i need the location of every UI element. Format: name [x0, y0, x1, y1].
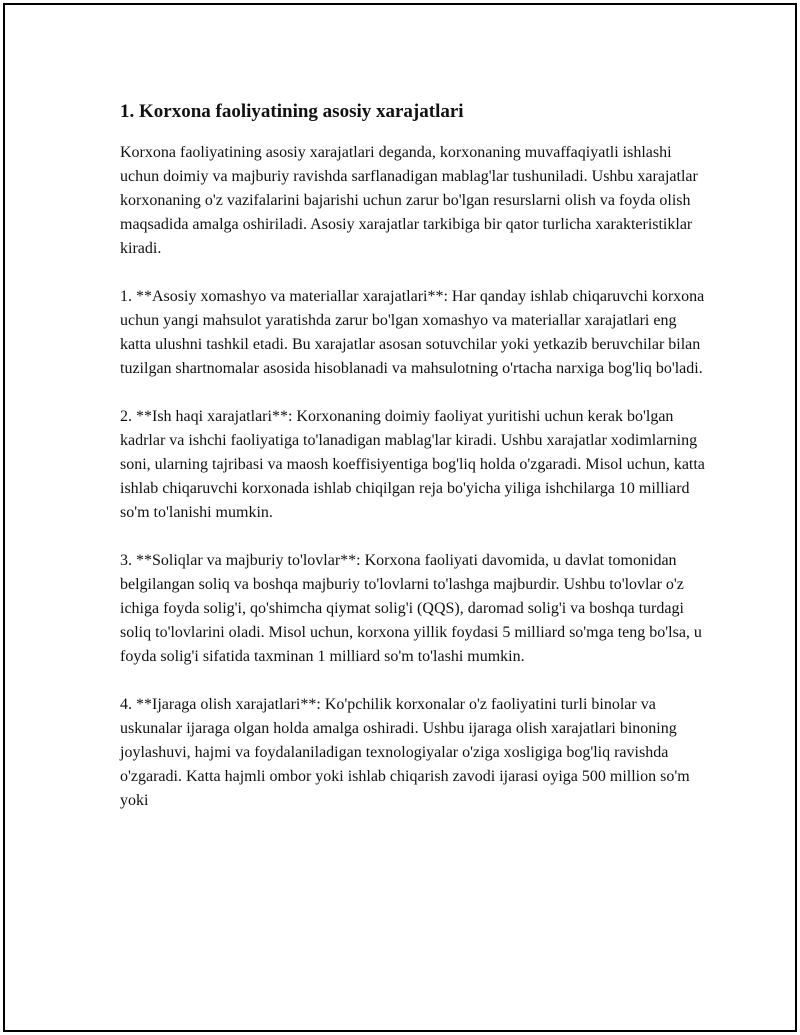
document-body: [120, 93, 705, 837]
paragraph-wages: 2. **Ish haqi xarajatlari**: Korxonaning doimiy faoliyat yuritishi uchun kerak bo'lgan kadrlar va ishchi faoliyatiga to'lanadigan mablag'lar kiradi. Ushbu xarajatlar xodimlarning soni, ularning tajribasi va maosh koeffisiyentiga bog'liq holda o'zgaradi. Misol uchun, katta ishlab chiqaruvchi korxonada ishlab chiqilgan reja bo'yicha yiliga ishchilarga 10 milliard so'm to'lanishi mumkin.: [120, 408, 705, 521]
intro-paragraph: Korxona faoliyatining asosiy xarajatlari deganda, korxonaning muvaffaqiyatli ishlashi uchun doimiy va majburiy ravishda sarflanadigan mablag'lar tushuniladi. Ushbu xarajatlar korxonaning o'z vazifalarini bajarishi uchun zarur bo'lgan resurslarni olish va foyda olish maqsadida amalga oshiriladi. Asosiy xarajatlar tarkibiga bir qator turlicha xarakteristiklar kiradi.: [120, 144, 698, 257]
paragraph-taxes: 3. **Soliqlar va majburiy to'lovlar**: Korxona faoliyati davomida, u davlat tomonidan belgilangan soliq va boshqa majburiy to'lovlarni to'lashga majburdir. Ushbu to'lovlar o'z ichiga foyda solig'i, qo'shimcha qiymat solig'i (QQS), daromad solig'i va boshqa turdagi soliq to'lovlarini oladi. Misol uchun, korxona yillik foydasi 5 milliard so'mga teng bo'lsa, u foyda solig'i sifatida taxminan 1 milliard so'm to'lashi mumkin.: [120, 552, 702, 665]
page-frame: [3, 3, 797, 1032]
section-heading: 1. Korxona faoliyatining asosiy xarajatlari: [120, 101, 464, 122]
paragraph-raw-materials: 1. **Asosiy xomashyo va materiallar xarajatlari**: Har qanday ishlab chiqaruvchi korxona uchun yangi mahsulot yaratishda zarur bo'lgan xomashyo va materiallar xarajatlari eng katta ulushni tashkil etadi. Bu xarajatlar asosan sotuvchilar yoki yetkazib beruvchilar bilan tuzilgan shartnomalar asosida hisoblanadi va mahsulotning o'rtacha narxiga bog'liq bo'ladi.: [120, 288, 705, 377]
paragraph-rent: 4. **Ijaraga olish xarajatlari**: Ko'pchilik korxonalar o'z faoliyatini turli binolar va uskunalar ijaraga olgan holda amalga oshiradi. Ushbu ijaraga olish xarajatlari binoning joylashuvi, hajmi va foydalaniladigan texnologiyalar o'ziga xosligiga bog'liq ravishda o'zgaradi. Katta hajmli ombor yoki ishlab chiqarish zavodi ijarasi oyiga 500 million so'm yoki: [120, 696, 690, 809]
